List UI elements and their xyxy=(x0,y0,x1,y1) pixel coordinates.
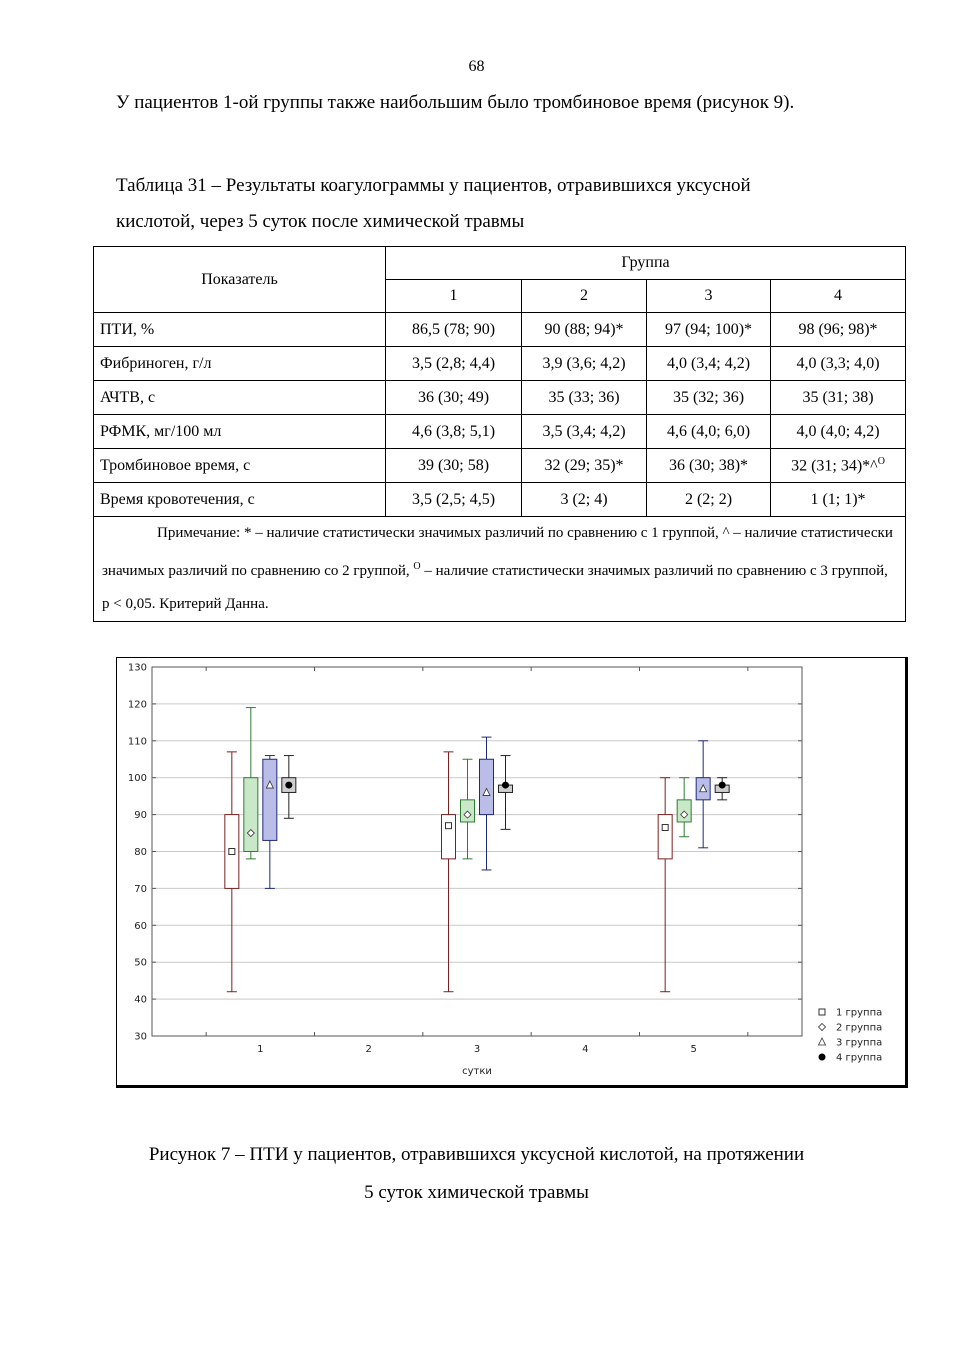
cell-value: 1 (1; 1)* xyxy=(771,483,906,517)
x-tick-label: 5 xyxy=(690,1044,697,1055)
y-tick-label: 120 xyxy=(127,699,147,711)
cell-value: 4,0 (3,3; 4,0) xyxy=(771,347,906,381)
table-row xyxy=(94,415,906,449)
x-tick-label: 2 xyxy=(365,1044,372,1055)
group-number: 1 xyxy=(386,280,522,313)
y-tick-label: 70 xyxy=(134,883,147,895)
cell-value-with-superscript xyxy=(771,449,906,483)
cell-value: 36 (30; 49) xyxy=(386,381,522,415)
table-row xyxy=(94,381,906,415)
table-row xyxy=(94,313,906,347)
intro-paragraph: У пациентов 1-ой группы также наибольшим было тромбиновое время (рисунок 9). xyxy=(116,92,795,113)
y-tick-label: 110 xyxy=(127,736,147,748)
y-tick-label: 130 xyxy=(127,662,147,674)
cell-value: 2 (2; 2) xyxy=(647,483,771,517)
cell-value: 32 (29; 35)* xyxy=(522,449,647,483)
box-plot-chart xyxy=(116,657,908,1088)
figure-caption-line-2: 5 суток химической травмы xyxy=(364,1182,589,1203)
cell-value: 3 (2; 4) xyxy=(522,483,647,517)
figure-caption-line-1: Рисунок 7 – ПТИ у пациентов, отравившихся уксусной кислотой, на протяжении xyxy=(148,1144,805,1165)
box-iqr xyxy=(244,778,258,852)
median-marker xyxy=(229,849,235,855)
cell-value: 4,6 (3,8; 5,1) xyxy=(386,415,522,449)
note-superscript: O xyxy=(413,561,421,572)
cell-value: 3,9 (3,6; 4,2) xyxy=(522,347,647,381)
legend-label: 3 группа xyxy=(836,1037,883,1049)
row-label: Тромбиновое время, с xyxy=(94,449,386,483)
box-iqr xyxy=(658,815,672,859)
cell-value: 39 (30; 58) xyxy=(386,449,522,483)
header-group: Группа xyxy=(386,247,906,280)
median-marker xyxy=(502,782,509,789)
cell-value: 97 (94; 100)* xyxy=(647,313,771,347)
table-row xyxy=(94,347,906,381)
page-number: 68 xyxy=(468,58,485,75)
legend-marker xyxy=(819,1009,825,1015)
results-table xyxy=(93,246,906,622)
superscript-mark: O xyxy=(877,455,885,467)
y-tick-label: 50 xyxy=(134,957,147,969)
cell-value: 4,6 (4,0; 6,0) xyxy=(647,415,771,449)
cell-value: 98 (96; 98)* xyxy=(771,313,906,347)
cell-value: 32 (31; 34)*^ xyxy=(791,457,878,475)
cell-value: 4,0 (4,0; 4,2) xyxy=(771,415,906,449)
group-number: 2 xyxy=(522,280,647,313)
legend-label: 2 группа xyxy=(836,1022,883,1034)
cell-value: 4,0 (3,4; 4,2) xyxy=(647,347,771,381)
figure-caption xyxy=(0,1136,953,1212)
cell-value: 3,5 (3,4; 4,2) xyxy=(522,415,647,449)
table-note xyxy=(94,517,906,622)
cell-value: 3,5 (2,8; 4,4) xyxy=(386,347,522,381)
y-tick-label: 90 xyxy=(134,810,147,822)
cell-value: 86,5 (78; 90) xyxy=(386,313,522,347)
y-tick-label: 60 xyxy=(134,920,147,932)
x-axis-label: сутки xyxy=(462,1066,492,1077)
cell-value: 36 (30; 38)* xyxy=(647,449,771,483)
group-number: 4 xyxy=(771,280,906,313)
legend-label: 4 группа xyxy=(836,1052,883,1064)
table-title-line-2: кислотой, через 5 суток после химической травмы xyxy=(116,211,525,232)
median-marker xyxy=(719,782,726,789)
note-text-part-1: Примечание: * – наличие статистически значимых различий по сравнению с 1 группой, ^ – наличие статистически значимых различий по сравнению со 2 группой, xyxy=(102,525,893,579)
table-title-line-1: Таблица 31 – Результаты коагулограммы у пациентов, отравившихся уксусной xyxy=(116,175,751,196)
row-label: РФМК, мг/100 мл xyxy=(94,415,386,449)
legend-marker xyxy=(819,1038,826,1045)
header-indicator: Показатель xyxy=(94,247,386,313)
row-label: АЧТВ, с xyxy=(94,381,386,415)
x-tick-label: 1 xyxy=(257,1044,264,1055)
median-marker xyxy=(446,823,452,829)
cell-value: 90 (88; 94)* xyxy=(522,313,647,347)
legend-label: 1 группа xyxy=(836,1007,883,1019)
median-marker xyxy=(662,825,668,831)
cell-value: 3,5 (2,5; 4,5) xyxy=(386,483,522,517)
chart-canvas xyxy=(117,658,905,1085)
cell-value: 35 (32; 36) xyxy=(647,381,771,415)
row-label: Фибриноген, г/л xyxy=(94,347,386,381)
x-tick-label: 4 xyxy=(582,1044,589,1055)
box-iqr xyxy=(263,759,277,840)
row-label: ПТИ, % xyxy=(94,313,386,347)
box-iqr xyxy=(442,815,456,859)
y-tick-label: 40 xyxy=(134,994,147,1006)
median-marker xyxy=(285,782,292,789)
cell-value: 35 (31; 38) xyxy=(771,381,906,415)
row-label: Время кровотечения, с xyxy=(94,483,386,517)
x-tick-label: 3 xyxy=(473,1044,481,1055)
table-row xyxy=(94,483,906,517)
cell-value: 35 (33; 36) xyxy=(522,381,647,415)
y-tick-label: 100 xyxy=(127,773,147,785)
table-title xyxy=(116,168,916,240)
y-tick-label: 80 xyxy=(134,847,147,858)
table-row xyxy=(94,449,906,483)
y-tick-label: 30 xyxy=(134,1031,147,1043)
note-text-part-2: – наличие статистически значимых различий по сравнению с 3 группой, p < 0,05. Критерий Данна. xyxy=(102,563,888,612)
group-number: 3 xyxy=(647,280,771,313)
legend-marker xyxy=(819,1054,826,1061)
box-iqr xyxy=(480,759,494,814)
legend-marker xyxy=(819,1024,826,1031)
